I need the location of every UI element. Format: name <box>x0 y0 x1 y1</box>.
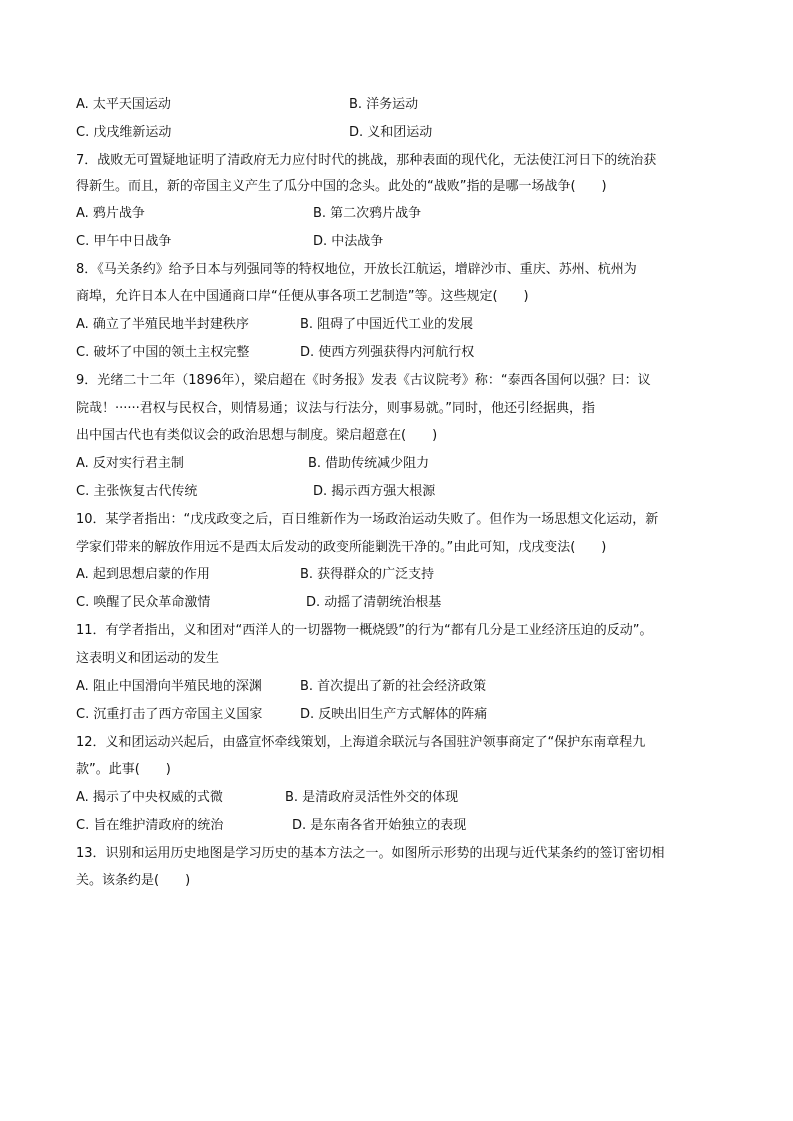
q8-option-c: C. 破坏了中国的领土主权完整 <box>76 345 250 360</box>
q12-stem-line-2: 款”。此事( ) <box>76 762 171 777</box>
q9-stem-line-1: 9．光绪二十二年（1896年），梁启超在《时务报》发表《古议院考》称：“泰西各国何以强？曰：议 <box>76 373 651 388</box>
q11-stem-line-1: 11．有学者指出，义和团对“西洋人的一切器物一概烧毁”的行为“都有几分是工业经济压迫的反动”。 <box>76 623 653 638</box>
q7-option-d: D. 中法战争 <box>313 234 384 249</box>
q8-option-d: D. 使西方列强获得内河航行权 <box>300 345 475 360</box>
q7-stem-line-2: 得新生。而且，新的帝国主义产生了瓜分中国的念头。此处的“战败”指的是哪一场战争( ) <box>76 179 607 194</box>
q12-stem-line-1: 12．义和团运动兴起后，由盛宣怀牵线策划，上海道余联沅与各国驻沪领事商定了“保护东南章程九 <box>76 735 646 750</box>
q7-stem-line-1: 7．战败无可置疑地证明了清政府无力应付时代的挑战，那种表面的现代化，无法使江河日下的统治获 <box>76 153 657 168</box>
q11-stem-line-2: 这表明义和团运动的发生 <box>76 651 220 666</box>
q12-option-a: A. 揭示了中央权威的式微 <box>76 790 223 805</box>
q11-option-b: B. 首次提出了新的社会经济政策 <box>300 679 487 694</box>
q11-option-c: C. 沉重打击了西方帝国主义国家 <box>76 707 263 722</box>
q9-option-c: C. 主张恢复古代传统 <box>76 484 198 499</box>
q8-option-a: A. 确立了半殖民地半封建秩序 <box>76 317 249 332</box>
q9-stem-line-3: 出中国古代也有类似议会的政治思想与制度。梁启超意在( ) <box>76 428 438 443</box>
q9-option-d: D. 揭示西方强大根源 <box>313 484 436 499</box>
q7-option-b: B. 第二次鸦片战争 <box>313 206 422 221</box>
q12-option-c: C. 旨在维护清政府的统治 <box>76 818 224 833</box>
q10-option-a: A. 起到思想启蒙的作用 <box>76 567 210 582</box>
q6-option-d: D. 义和团运动 <box>349 125 433 140</box>
q10-stem-line-1: 10．某学者指出：“戊戌政变之后，百日维新作为一场政治运动失败了。但作为一场思想文化运动，新 <box>76 512 659 527</box>
q7-option-c: C. 甲午中日战争 <box>76 234 172 249</box>
q10-stem-line-2: 学家们带来的解放作用远不是西太后发动的政变所能剿洗干净的。”由此可知，戊戌变法( ) <box>76 540 607 555</box>
q10-option-c: C. 唤醒了民众革命激情 <box>76 595 211 610</box>
q8-stem-line-2: 商埠，允许日本人在中国通商口岸“任便从事各项工艺制造”等。这些规定( ) <box>76 289 529 304</box>
q8-stem-line-1: 8．《马关条约》给予日本与列强同等的特权地位，开放长江航运，增辟沙市、重庆、苏州、杭州为 <box>76 262 637 277</box>
q13-stem-line-2: 关。该条约是( ) <box>76 873 191 888</box>
q8-option-b: B. 阻碍了中国近代工业的发展 <box>300 317 474 332</box>
q9-option-b: B. 借助传统减少阻力 <box>308 456 430 471</box>
q10-option-d: D. 动摇了清朝统治根基 <box>306 595 442 610</box>
q7-option-a: A. 鸦片战争 <box>76 206 145 221</box>
q6-option-b: B. 洋务运动 <box>349 97 419 112</box>
q6-option-a: A. 太平天国运动 <box>76 97 171 112</box>
q13-stem-line-1: 13．识别和运用历史地图是学习历史的基本方法之一。如图所示形势的出现与近代某条约的签订密切相 <box>76 846 665 861</box>
q9-stem-line-2: 院哉！······君权与民权合，则情易通；议法与行法分，则事易就。”同时，他还引经据典，指 <box>76 401 596 416</box>
q11-option-d: D. 反映出旧生产方式解体的阵痛 <box>300 707 488 722</box>
q10-option-b: B. 获得群众的广泛支持 <box>300 567 435 582</box>
q12-option-d: D. 是东南各省开始独立的表现 <box>292 818 467 833</box>
q12-option-b: B. 是清政府灵活性外交的体现 <box>285 790 459 805</box>
q11-option-a: A. 阻止中国滑向半殖民地的深渊 <box>76 679 262 694</box>
q6-option-c: C. 戊戌维新运动 <box>76 125 172 140</box>
q9-option-a: A. 反对实行君主制 <box>76 456 184 471</box>
